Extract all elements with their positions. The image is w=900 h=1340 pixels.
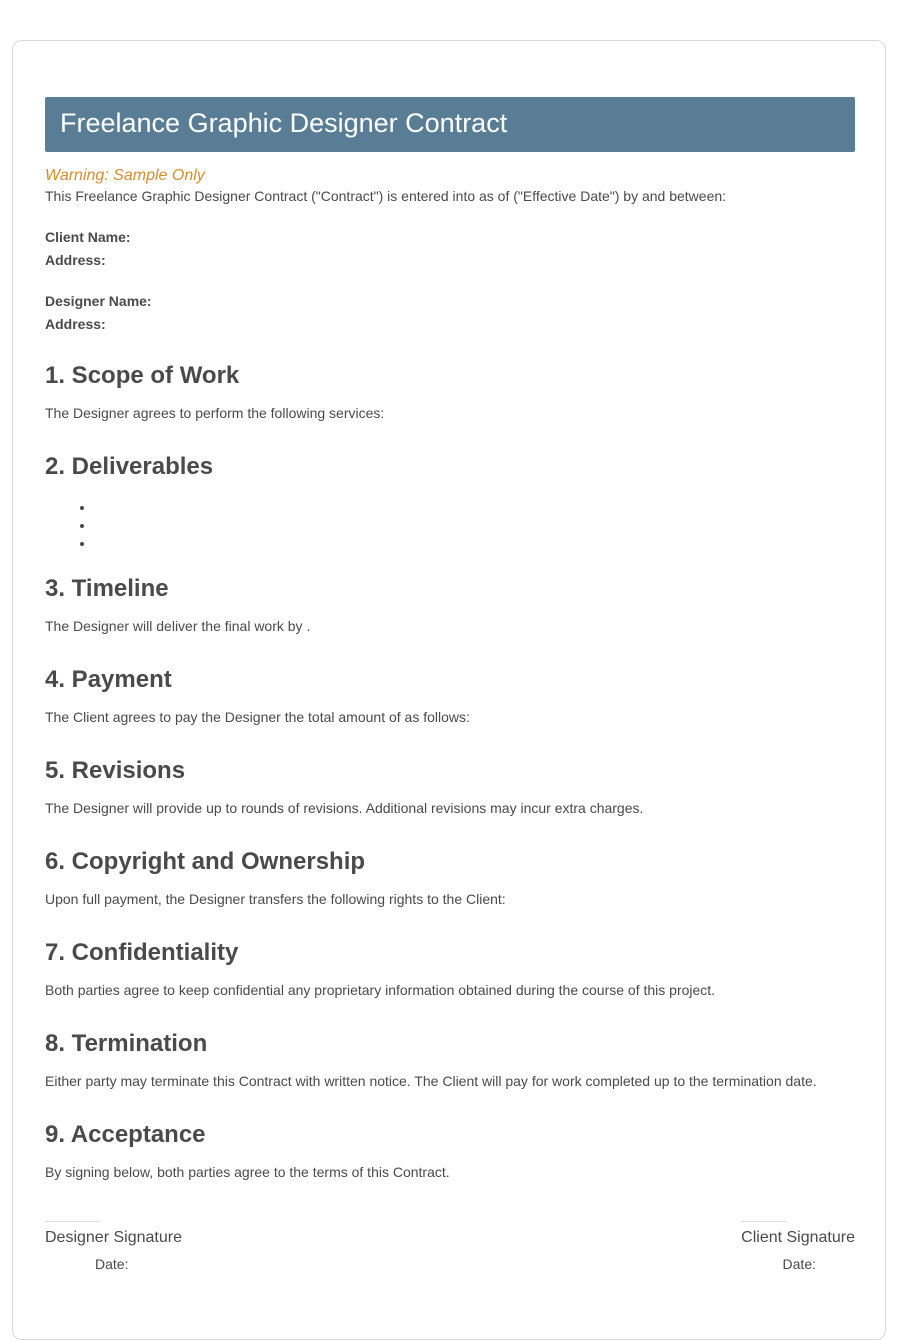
client-address-label: Address:: [45, 252, 106, 268]
section-deliverables: [45, 453, 855, 552]
section-acceptance: [45, 1121, 855, 1182]
list-item: [95, 516, 855, 534]
signature-line: [741, 1221, 786, 1222]
section-heading: 8. Termination: [45, 1030, 208, 1057]
signature-line: [45, 1221, 100, 1222]
section-termination: [45, 1030, 855, 1091]
section-text: The Client agrees to pay the Designer the total amount of as follows:: [45, 709, 470, 725]
section-text: The Designer agrees to perform the following services:: [45, 405, 385, 421]
contract-content: [45, 97, 855, 1272]
designer-signature-label: Designer Signature: [45, 1229, 182, 1246]
designer-signature-block: [45, 1221, 182, 1274]
client-block: [45, 226, 855, 272]
section-text: By signing below, both parties agree to the terms of this Contract.: [45, 1164, 450, 1180]
section-heading: 1. Scope of Work: [45, 362, 240, 389]
section-heading: 2. Deliverables: [45, 453, 214, 480]
section-text: Upon full payment, the Designer transfers the following rights to the Client:: [45, 891, 506, 907]
section-confidentiality: [45, 939, 855, 1000]
intro-paragraph: This Freelance Graphic Designer Contract ("Contract") is entered into as of ("Effective Date") by and between:: [45, 188, 727, 204]
client-signature-label: Client Signature: [741, 1229, 855, 1246]
deliverables-list: [45, 498, 855, 552]
section-heading: 4. Payment: [45, 666, 172, 693]
section-text: Both parties agree to keep confidential any proprietary information obtained during the course of this project.: [45, 982, 716, 998]
section-heading: 9. Acceptance: [45, 1121, 206, 1148]
client-name-label: Client Name:: [45, 229, 131, 245]
client-signature-block: [741, 1221, 855, 1274]
designer-name-label: Designer Name:: [45, 293, 152, 309]
list-item: [95, 498, 855, 516]
section-payment: [45, 666, 855, 727]
section-scope: [45, 362, 855, 423]
section-copyright: [45, 848, 855, 909]
page-title: Freelance Graphic Designer Contract: [45, 97, 855, 152]
section-text: The Designer will deliver the final work by .: [45, 618, 311, 634]
section-heading: 3. Timeline: [45, 575, 169, 602]
section-heading: 6. Copyright and Ownership: [45, 848, 366, 875]
sample-warning: Warning: Sample Only: [45, 167, 205, 184]
section-timeline: [45, 575, 855, 636]
designer-date-label: Date:: [95, 1256, 129, 1272]
section-revisions: [45, 757, 855, 818]
designer-address-label: Address:: [45, 316, 106, 332]
section-heading: 5. Revisions: [45, 757, 186, 784]
section-text: Either party may terminate this Contract with written notice. The Client will pay for work completed up to the termination date.: [45, 1073, 817, 1089]
list-item: [95, 534, 855, 552]
section-text: The Designer will provide up to rounds of revisions. Additional revisions may incur extra charges.: [45, 800, 644, 816]
designer-block: [45, 290, 855, 336]
contract-card: [12, 40, 886, 1340]
client-date-label: Date:: [782, 1256, 816, 1272]
section-heading: 7. Confidentiality: [45, 939, 239, 966]
